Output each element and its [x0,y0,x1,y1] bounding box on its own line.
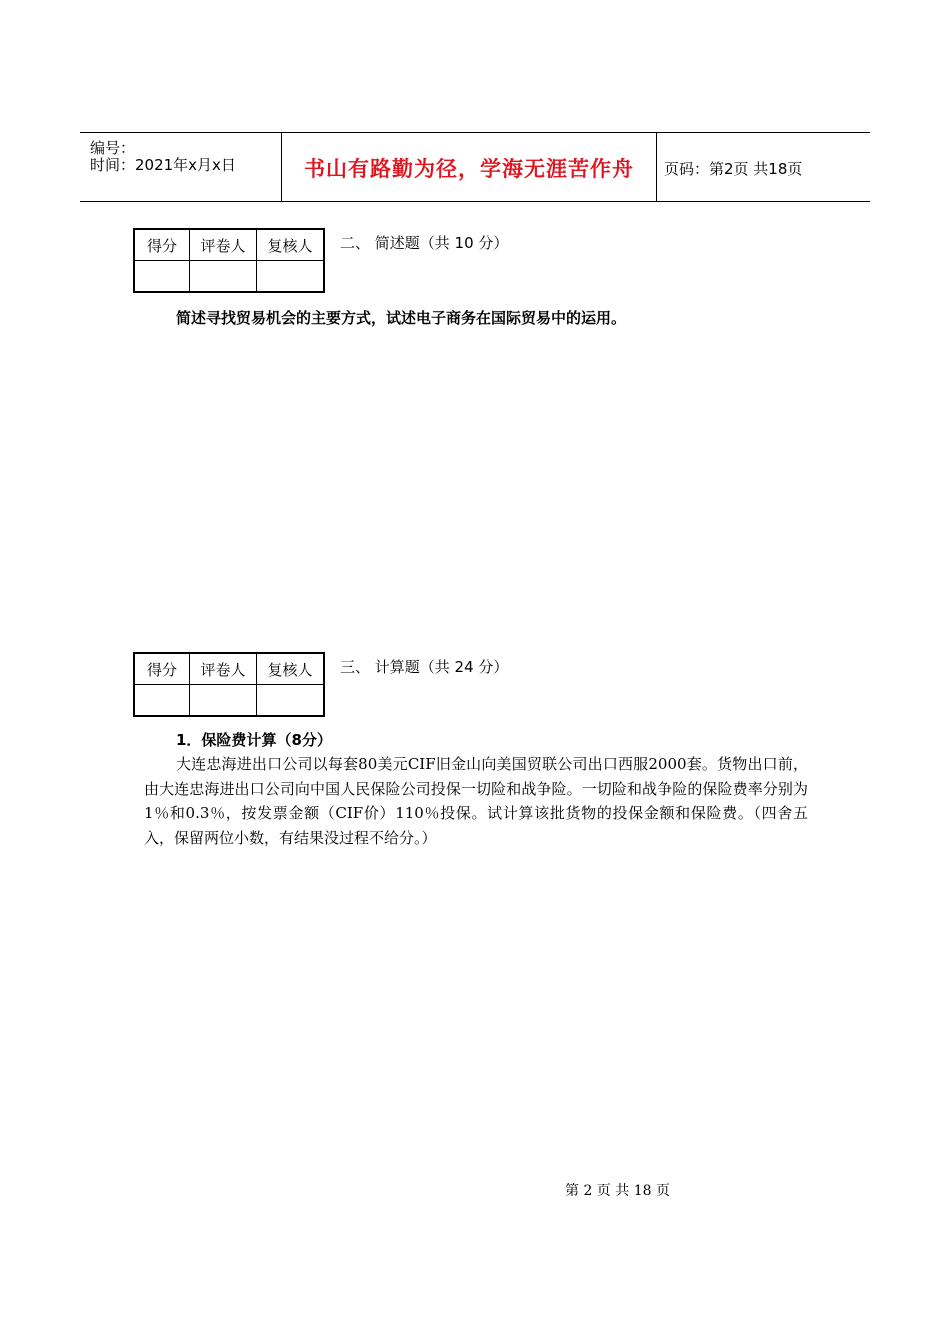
reviewer-header: 复核人 [257,653,325,685]
score-header: 得分 [134,229,190,261]
reviewer-header: 复核人 [257,229,325,261]
grader-header: 评卷人 [190,653,257,685]
page-footer: 第 2 页 共 18 页 [565,1183,670,1199]
question1-title: 1．保险费计算（8分） [176,731,332,749]
number-label: 编号： [90,139,136,157]
motto: 书山有路勤为径，学海无涯苦作舟 [304,157,634,181]
grader-header: 评卷人 [190,229,257,261]
header-meta [80,133,281,201]
score-table-section3 [133,652,325,717]
page-header [80,132,870,202]
score-cell[interactable] [134,261,190,293]
section3-title: 三、 计算题（共 24 分） [340,658,509,676]
score-table-section2 [133,228,325,293]
page-info: 页码：第2页 共18页 [664,160,803,178]
grader-cell[interactable] [190,261,257,293]
score-header: 得分 [134,653,190,685]
header-page-cell [656,133,870,201]
header-motto-cell [281,133,657,201]
reviewer-cell[interactable] [257,685,325,717]
question1-body: 大连忠海进出口公司以每套80美元CIF旧金山向美国贸联公司出口西服2000套。货物出口前，由大连忠海进出口公司向中国人民保险公司投保一切险和战争险。一切险和战争险的保险费率分别为1％和0.3％，按发票金额（CIF价）110％投保。试计算该批货物的投保金额和保险费。（四舍五入，保留两位小数，有结果没过程不给分。） [144,755,808,847]
grader-cell[interactable] [190,685,257,717]
section2-question: 简述寻找贸易机会的主要方式，试述电子商务在国际贸易中的运用。 [176,309,627,327]
time-label: 时间：2021年x月x日 [90,156,236,174]
score-cell[interactable] [134,685,190,717]
section2-title: 二、 简述题（共 10 分） [340,234,509,252]
reviewer-cell[interactable] [257,261,325,293]
